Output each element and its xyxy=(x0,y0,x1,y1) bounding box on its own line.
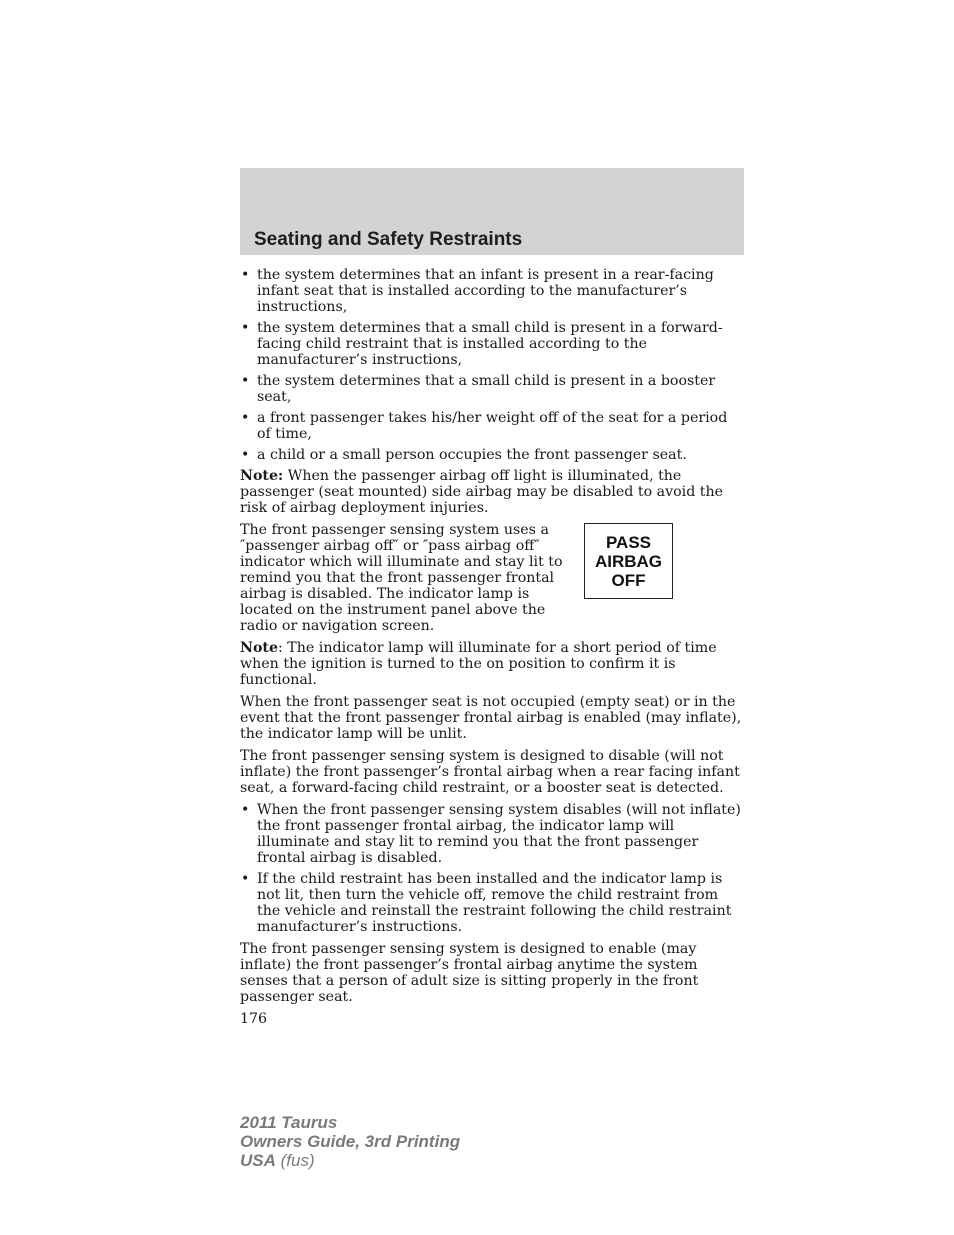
note-label: Note: xyxy=(240,468,284,484)
note-label: Note xyxy=(240,640,279,656)
bullet-icon: • xyxy=(241,267,250,283)
list-item: • When the front passenger sensing system disables (will not inflate) the front passenger frontal airbag, the indicator lamp will illuminate and stay lit to remind you that the front passenger frontal airbag is disabled. xyxy=(241,802,741,866)
pass-airbag-off-icon: PASS AIRBAG OFF xyxy=(584,523,673,599)
enable-paragraph: The front passenger sensing system is designed to enable (may inflate) the front passenger’s frontal airbag anytime the system senses that a person of adult size is sitting properly in the front passenger seat. xyxy=(240,941,699,1005)
bullet-icon: • xyxy=(241,447,250,463)
footer-model: 2011 Taurus xyxy=(240,1113,338,1132)
list-item: • a front passenger takes his/her weight off of the seat for a period of time, xyxy=(241,410,728,442)
bullet-icon: • xyxy=(241,802,250,818)
bullet-icon: • xyxy=(241,410,250,426)
indicator-list xyxy=(240,802,744,935)
list-item: • the system determines that a small child is present in a booster seat, xyxy=(241,373,716,405)
bullet-icon: • xyxy=(241,373,250,389)
list-item: • a child or a small person occupies the front passenger seat. xyxy=(241,447,687,463)
document-footer xyxy=(240,1113,460,1170)
section-title: Seating and Safety Restraints xyxy=(254,229,523,250)
note-indicator-check: Note: The indicator lamp will illuminate for a short period of time when the ignition is turned to the on position to confirm it is functional. xyxy=(240,640,717,688)
page-number: 176 xyxy=(240,1011,268,1027)
list-item: • the system determines that an infant is present in a rear-facing infant seat that is installed according to the manufacturer’s instructions, xyxy=(241,267,714,315)
footer-region: USA (fus) xyxy=(240,1151,315,1170)
section-header-band xyxy=(240,168,744,255)
page-content xyxy=(240,267,744,1027)
bullet-icon: • xyxy=(241,320,250,336)
indicator-paragraph: PASS AIRBAG OFF The front passenger sensing system uses a ″passenger airbag off″ or ″pass airbag off″ indicator which will illuminate and stay lit to remind you that the front passenger frontal airbag is disabled. The indicator lamp is located on the instrument panel above the radio or navigation screen. xyxy=(240,522,744,634)
bullet-icon: • xyxy=(241,871,250,887)
note-side-airbag: Note: When the passenger airbag off light is illuminated, the passenger (seat mounted) side airbag may be disabled to avoid the risk of airbag deployment injuries. xyxy=(240,468,724,516)
list-item: • If the child restraint has been installed and the indicator lamp is not lit, then turn the vehicle off, remove the child restraint from the vehicle and reinstall the restraint following the child restraint manufacturer’s instructions. xyxy=(241,871,732,935)
list-item: • the system determines that a small child is present in a forward-facing child restraint that is installed according to the manufacturer’s instructions, xyxy=(241,320,723,368)
footer-guide: Owners Guide, 3rd Printing xyxy=(240,1132,461,1151)
disable-paragraph: The front passenger sensing system is designed to disable (will not inflate) the front passenger’s frontal airbag when a rear facing infant seat, a forward-facing child restraint, or a booster seat is detected. xyxy=(240,748,740,796)
empty-seat-paragraph: When the front passenger seat is not occupied (empty seat) or in the event that the front passenger frontal airbag is enabled (may inflate), the indicator lamp will be unlit. xyxy=(240,694,742,742)
condition-list xyxy=(240,267,744,463)
